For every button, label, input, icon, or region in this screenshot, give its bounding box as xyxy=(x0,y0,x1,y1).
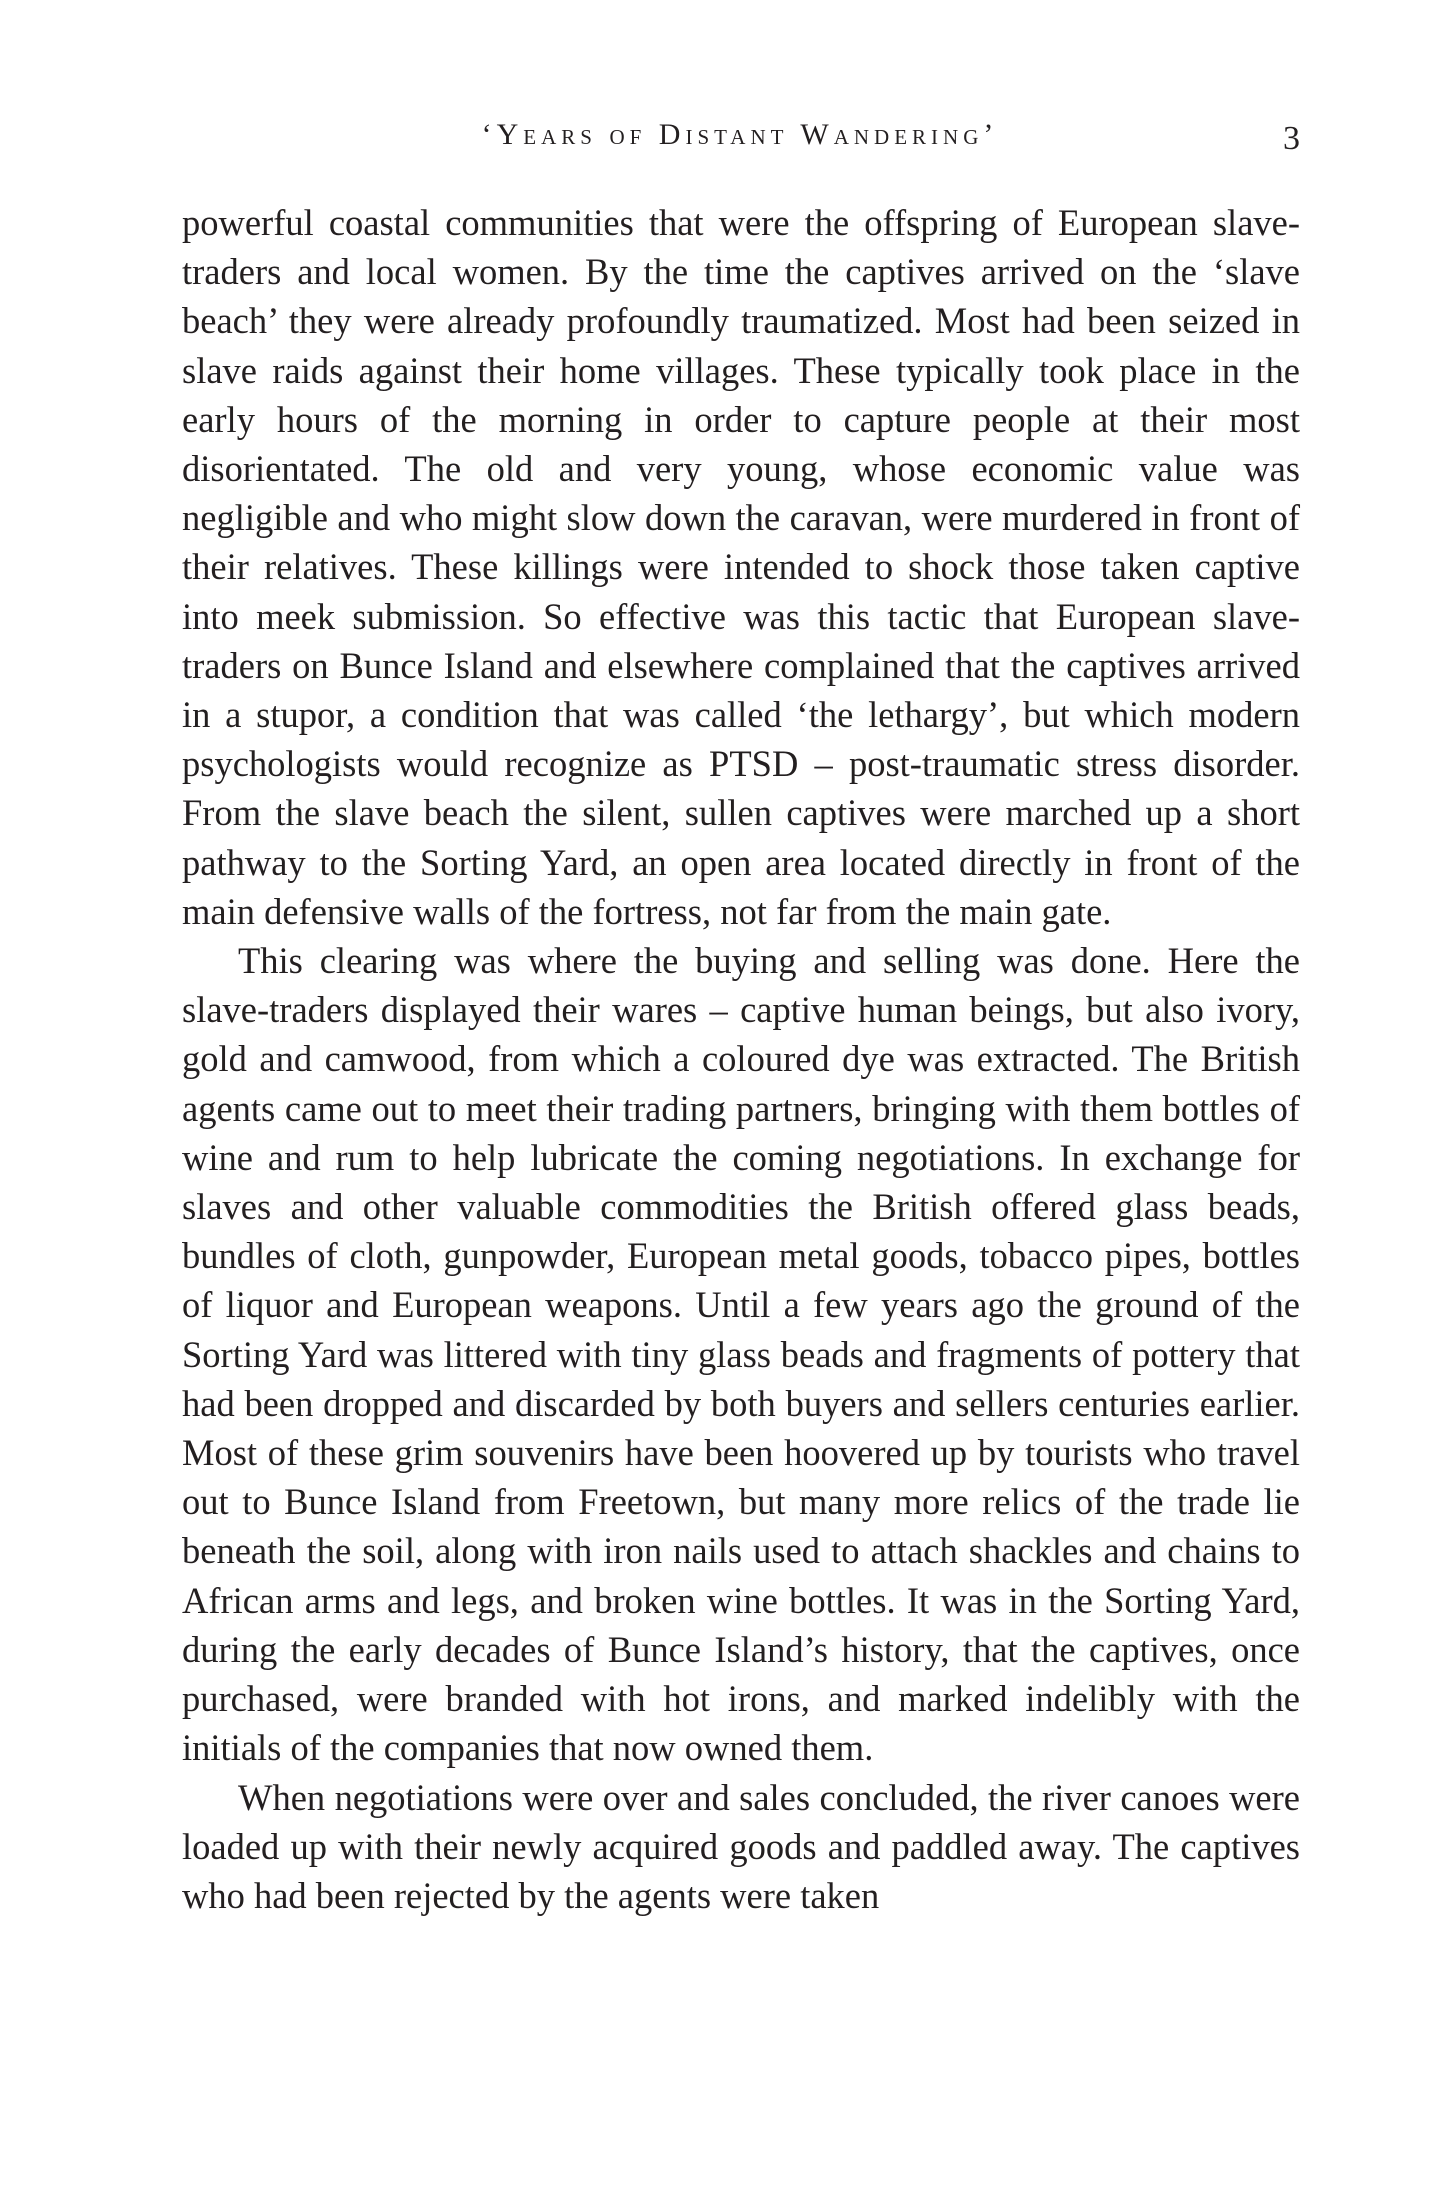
running-title: ‘Years of Distant Wandering’ xyxy=(481,118,999,151)
page-number: 3 xyxy=(1283,120,1300,157)
running-head xyxy=(180,110,1300,160)
paragraph: powerful coastal communities that were the offspring of European slave-traders and local women. By the time the captives arrived on the ‘slave beach’ they were already profoundly traumatized. Most had been seized in slave raids against their home villages. These typically took place in the early hours of the morning in order to capture people at their most disorientated. The old and very young, whose economic value was negligible and who might slow down the caravan, were murdered in front of their relatives. These killings were intended to shock those taken captive into meek submission. So effective was this tactic that European slave-traders on Bunce Island and elsewhere complained that the captives arrived in a stupor, a condition that was called ‘the lethargy’, but which modern psychologists would recognize as PTSD – post-traumatic stress disorder. From the slave beach the silent, sullen captives were marched up a short pathway to the Sorting Yard, an open area located directly in front of the main defensive walls of the fortress, not far from the main gate. xyxy=(182,202,1300,932)
paragraph: When negotiations were over and sales concluded, the river canoes were loaded up with their newly acquired goods and paddled away. The captives who had been rejected by the agents were taken xyxy=(182,1776,1300,1916)
paragraph: This clearing was where the buying and selling was done. Here the slave-traders displayed their wares – captive human beings, but also ivory, gold and camwood, from which a coloured dye was extracted. The British agents came out to meet their trading partners, bringing with them bottles of wine and rum to help lubricate the coming negotiations. In exchange for slaves and other valuable commodities the British offered glass beads, bundles of cloth, gunpowder, European metal goods, tobacco pipes, bottles of liquor and European weapons. Until a few years ago the ground of the Sorting Yard was littered with tiny glass beads and fragments of pottery that had been dropped and discarded by both buyers and sellers centuries earlier. Most of these grim souvenirs have been hoovered up by tourists who travel out to Bunce Island from Freetown, but many more relics of the trade lie beneath the soil, along with iron nails used to attach shackles and chains to African arms and legs, and broken wine bottles. It was in the Sorting Yard, during the early decades of Bunce Island’s history, that the captives, once purchased, were branded with hot irons, and marked indelibly with the initials of the companies that now owned them. xyxy=(182,940,1300,1769)
body-text xyxy=(182,198,1300,1920)
